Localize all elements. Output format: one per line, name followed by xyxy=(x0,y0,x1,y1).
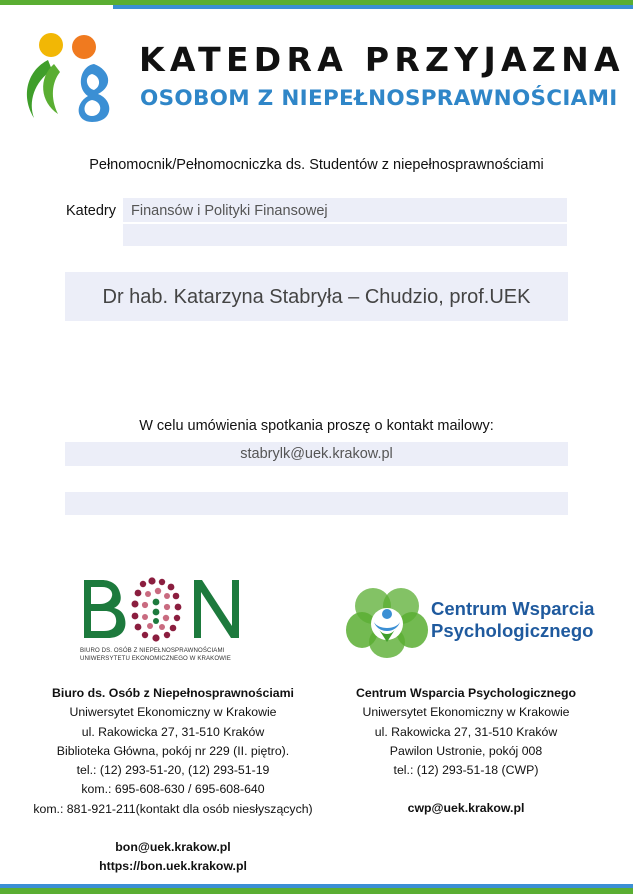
cwp-name: Centrum Wsparcia Psychologicznego xyxy=(355,686,577,700)
bon-website-link[interactable]: https://bon.uek.krakow.pl xyxy=(99,859,247,874)
bon-line3: Biblioteka Główna, pokój nr 229 (II. piętro). xyxy=(56,743,290,758)
email-value: stabrylk@uek.krakow.pl xyxy=(240,446,393,462)
bon-contact-block xyxy=(10,684,336,877)
bon-line6: kom.: 881-921-211(kontakt dla osób niesłyszących) xyxy=(33,801,313,816)
blank-field[interactable] xyxy=(65,492,568,515)
bon-caption-line1: BIURO DS. OSÓB Z NIEPEŁNOSPRAWNOŚCIAMI xyxy=(80,647,225,654)
bon-caption-line2: UNIWERSYTETU EKONOMICZNEGO W KRAKOWIE xyxy=(80,654,231,662)
people-logo-icon xyxy=(18,30,130,128)
bon-line4: tel.: (12) 293-51-20, (12) 293-51-19 xyxy=(76,763,270,778)
cwp-line4: tel.: (12) 293-51-18 (CWP) xyxy=(393,763,539,778)
top-stripe-blue xyxy=(113,5,633,9)
cwp-line1: Uniwersytet Ekonomiczny w Krakowie xyxy=(362,705,570,720)
cwp-line2: ul. Rakowicka 27, 31-510 Kraków xyxy=(374,724,558,739)
katedry-label: Katedry xyxy=(66,203,116,219)
bon-line1: Uniwersytet Ekonomiczny w Krakowie xyxy=(69,705,277,720)
bon-logo-caption xyxy=(80,647,250,662)
role-heading: Pełnomocnik/Pełnomocniczka ds. Studentów z niepełnosprawnościami xyxy=(89,157,544,173)
header-title-line1: KATEDRA PRZYJAZNA xyxy=(139,40,625,79)
cwp-email-link[interactable]: cwp@uek.krakow.pl xyxy=(407,801,525,816)
name-value: Dr hab. Katarzyna Stabryła – Chudzio, prof.UEK xyxy=(102,286,531,308)
cwp-line3: Pawilon Ustronie, pokój 008 xyxy=(389,743,543,758)
bon-email-link[interactable]: bon@uek.krakow.pl xyxy=(115,840,231,855)
bon-name: Biuro ds. Osób z Niepełnosprawnościami xyxy=(52,686,294,700)
cwp-contact-block xyxy=(330,684,602,819)
bon-line2: ul. Rakowicka 27, 31-510 Kraków xyxy=(81,724,265,739)
header-title-line2: OSOBOM Z NIEPEŁNOSPRAWNOŚCIAMI xyxy=(140,86,618,111)
cwp-logo-line2: Psychologicznego xyxy=(431,620,594,641)
bon-line5: kom.: 695-608-630 / 695-608-640 xyxy=(81,782,265,797)
katedry-field-extra[interactable] xyxy=(123,224,567,246)
contact-instructions: W celu umówienia spotkania proszę o kontakt mailowy: xyxy=(139,418,494,434)
cwp-logo-text xyxy=(431,598,594,642)
katedry-value: Finansów i Polityki Finansowej xyxy=(131,203,328,219)
bon-logo-icon xyxy=(78,574,250,646)
bottom-stripe-green xyxy=(0,888,633,894)
cwp-logo-icon xyxy=(346,584,428,662)
cwp-logo-line1: Centrum Wsparcia xyxy=(431,598,595,619)
